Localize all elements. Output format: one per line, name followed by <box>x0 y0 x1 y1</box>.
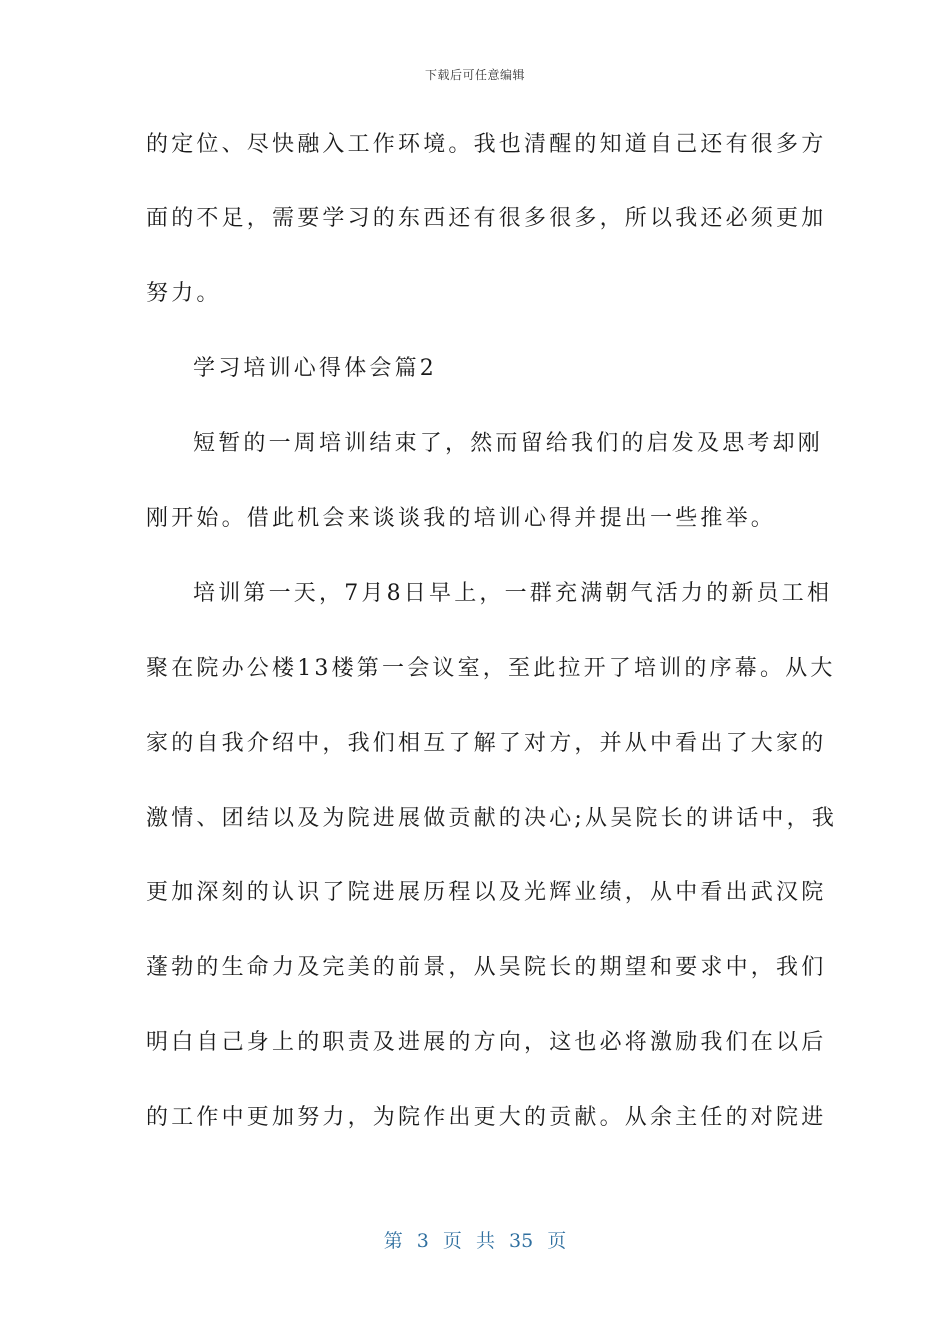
body-line: 明白自己身上的职责及进展的方向，这也必将激励我们在以后 <box>146 1030 827 1055</box>
body-line: 聚在院办公楼13楼第一会议室，至此拉开了培训的序幕。从大 <box>146 656 836 681</box>
body-line: 短暂的一周培训结束了，然而留给我们的启发及思考却刚 <box>193 431 824 456</box>
body-line: 培训第一天，7月8日早上，一群充满朝气活力的新员工相 <box>193 581 833 606</box>
page-header: 下载后可任意编辑 <box>424 68 525 82</box>
body-line: 刚开始。借此机会来谈谈我的培训心得并提出一些推举。 <box>146 506 777 531</box>
section-heading: 学习培训心得体会篇2 <box>193 356 437 381</box>
body-line: 更加深刻的认识了院进展历程以及光辉业绩，从中看出武汉院 <box>146 880 827 905</box>
page-number: 第 3 页 共 35 页 <box>383 1230 567 1252</box>
body-line: 家的自我介绍中，我们相互了解了对方，并从中看出了大家的 <box>146 731 827 756</box>
body-line: 努力。 <box>146 281 222 306</box>
body-line: 面的不足，需要学习的东西还有很多很多，所以我还必须更加 <box>146 206 827 231</box>
body-line: 蓬勃的生命力及完美的前景，从吴院长的期望和要求中，我们 <box>146 955 827 980</box>
body-line: 的定位、尽快融入工作环境。我也清醒的知道自己还有很多方 <box>146 132 827 157</box>
body-line: 激情、团结以及为院进展做贡献的决心;从吴院长的讲话中，我 <box>146 806 838 831</box>
body-line: 的工作中更加努力，为院作出更大的贡献。从余主任的对院进 <box>146 1105 827 1130</box>
